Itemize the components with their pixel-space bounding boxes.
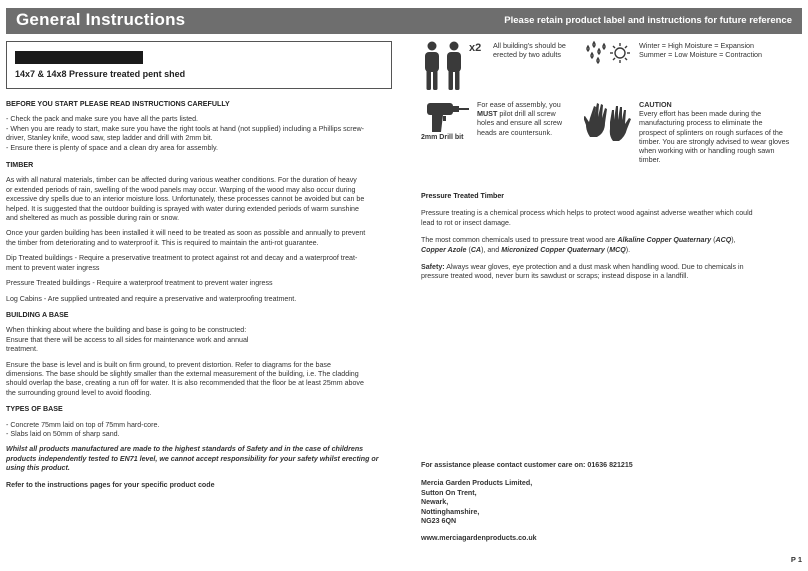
assistance-line: For assistance please contact customer care on: 01636 821215 [421,461,633,469]
types-heading: TYPES OF BASE [6,405,63,414]
drill-text-line: holes and ensure all screw [477,118,563,128]
chem-ca-abbr: CA [470,245,482,254]
caution-line: timber. You are strongly advised to wear gloves [639,136,790,146]
disclaimer-line: using this product. [6,464,70,473]
chem-mcq: Micronized Copper Quaternary [501,245,605,254]
gloves-icon [584,100,632,144]
pt-line: Pressure treating is a chemical process which helps to protect wood against adverse weather which could [421,209,753,218]
before-line: - Check the pack and make sure you have all the parts listed. [6,115,199,124]
timber-line: or extended periods of rain, swelling of the wood panels may occur. Warping of the wood may also occur during [6,185,356,194]
disclaimer-line: Whilst all products manufactured are made to the highest standards of Safety and in the case of childrens [6,445,364,454]
timber-line: the timber from deteriorating and to waterproof it. This is required to maintain the anti-rot guarantee. [6,238,319,247]
caution-line: when working with or handling rough sawn [639,146,775,156]
caution-line: prospect of splinters on rough surfaces of the [639,127,783,137]
address-line: Mercia Garden Products Limited, [421,479,533,488]
timber-line: excessive dry spells due to an interior moisture loss. Unfortunately, these processes cannot be avoided but can be [6,195,365,204]
before-heading: BEFORE YOU START PLEASE READ INSTRUCTIONS CAREFULLY [6,100,230,108]
chem-mcq-abbr: MCQ [609,245,626,254]
before-line: driver, Stanley knife, wood saw, step ladder and drill with 2mm bit. [6,134,213,143]
page-number: P 1 [790,555,802,564]
redacted-bar [15,51,143,64]
address-line: Sutton On Trent, [421,488,477,497]
timber-line: ment to prevent water ingress [6,263,100,272]
timber-line: and sheltered as much as possible during rain or snow. [6,214,180,223]
pt-heading: Pressure Treated Timber [421,192,505,200]
page-title: General Instructions [16,10,186,29]
chem-acq-abbr: ACQ [715,236,732,245]
people-count: x2 [469,42,482,54]
drill-caption: 2mm Drill bit [421,134,464,141]
timber-heading: TIMBER [6,161,34,170]
contact-section [421,461,803,544]
timber-line: Dip Treated buildings - Require a preservative treatment to protect against rot and decay and a waterproof treat- [6,254,358,263]
caution-heading: CAUTION [639,100,672,109]
caution-block [639,100,805,164]
website-link[interactable]: www.merciagardenproducts.co.uk [421,534,537,543]
chem-line: The most common chemicals used to pressure treat wood are Alkaline Copper Quaternary (ACQ), [421,236,736,245]
chem-line: Copper Azole (CA), and Micronized Copper Quaternary (MCQ). [421,245,631,254]
chem-intro: The most common chemicals used to pressure treat wood are [421,236,618,245]
caution-line: Every effort has been made during the [639,109,762,119]
base-line: dimensions. The base should be slightly smaller than the external measurement of the building, i.e. The cladding [6,369,359,378]
header-subtitle: Please retain product label and instructions for future reference [504,15,792,26]
weather-line: Winter = High Moisture = Expansion [639,41,755,50]
weather-icon [584,40,632,70]
base-line: Ensure that there will be access to all sides for maintenance work and annual [6,335,249,344]
product-label-box [6,41,392,89]
pressure-treated-section [421,192,803,282]
must-emphasis: MUST [477,109,498,119]
base-heading: BUILDING A BASE [6,310,69,319]
before-line: - When you are ready to start, make sure you have the right tools at hand (not supplied) including a Phillips screw- [6,124,365,133]
base-line: should overlap the base, creating a run off for water. It is also recommended that the floor be at least 25mm above [6,379,364,388]
product-name: 14x7 & 14x8 Pressure treated pent shed [15,69,186,79]
pt-line: lead to rot or insect damage. [421,218,511,227]
timber-line: Once your garden building has been installed it will need to be treated as soon as possible and annually to prevent [6,229,366,238]
people-text-line: All building's should be [493,41,566,50]
refer-line: Refer to the instructions pages for your specific product code [6,480,215,489]
people-text-line: erected by two adults [493,50,561,60]
caution-line: manufacturing process to eliminate the [639,118,763,128]
chem-acq: Alkaline Copper Quaternary [617,236,712,245]
address-line: NG23 6QN [421,517,457,526]
address-line: Newark, [421,498,449,507]
types-line: - Slabs laid on 50mm of sharp sand. [6,429,120,438]
safety-line: pressure treated wood, never burn its sawdust or scraps; instead dispose in a landfill. [421,272,689,281]
disclaimer-line: products independently tested to EN71 level, we cannot accept responsibility for your safety whilst erecting or [6,454,379,463]
drill-text-fragment: pilot drill all screw [497,109,556,119]
drill-text-line: For ease of assembly, you [477,100,561,109]
timber-line: As with all natural materials, timber can be affected during various weather conditions. For the duration of heavy [6,176,357,185]
safety-text: Always wear gloves, eye protection and a dust mask when handling wood. Due to chemicals in [444,263,744,272]
timber-line: helped. It is suggested that the outdoor building is sprayed with water during extended periods of warm sunshine [6,204,359,213]
drill-icon [423,100,471,134]
base-line: treatment. [6,345,38,354]
two-people-icon [421,40,467,92]
chem-ca: Copper Azole [421,245,467,254]
weather-line: Summer = Low Moisture = Contraction [639,50,763,60]
safety-label: Safety: [421,263,445,272]
safety-line [421,263,803,272]
weather-text [639,41,804,59]
left-column [6,100,398,490]
drill-text-line [477,109,577,118]
people-text [493,41,583,59]
before-line: - Ensure there is plenty of space and a clean dry area for assembly. [6,143,219,152]
base-line: When thinking about where the building and base is going to be constructed: [6,326,247,335]
address-line: Nottinghamshire, [421,507,480,516]
drill-text [477,100,577,137]
timber-line: Log Cabins - Are supplied untreated and require a preservative and waterproofing treatment. [6,294,297,303]
caution-line: timber. [639,155,661,165]
base-line: Ensure the base is level and is built on firm ground, to prevent distortion. Refer to diagrams for the base [6,360,331,369]
base-line: the surrounding ground level to avoid flooding. [6,388,152,397]
types-line: - Concrete 75mm laid on top of 75mm hard-core. [6,420,160,429]
timber-line: Pressure Treated buildings - Require a waterproof treatment to prevent water ingress [6,279,273,288]
header-bar [6,8,802,34]
drill-text-line: heads are countersunk. [477,127,553,137]
